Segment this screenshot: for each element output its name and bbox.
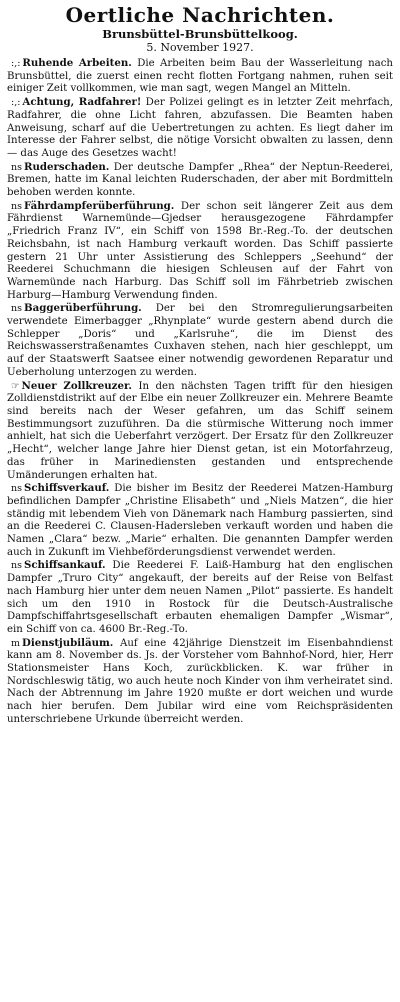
article-marker: ns [11,161,22,173]
article-dienstjubilaeum [7,637,393,727]
article-headline: Schiffsankauf. [24,559,106,572]
article-body: Der schon seit längerer Zeit aus dem Fährdienst Warnemünde—Gjedser herausgezogene Fährdampfer „Friedrich Franz IV“, ein Schiff von 1598 Br.-Reg.-To. der deutschen Reichsbahn, ist nach Hamburg verkauft worden. Das Schiff passierte gestern 21 Uhr unter Assistierung des Schleppers „Seehund“ der Reederei Schuchmann die hiesigen Schleusen auf der Fahrt von Warnemünde nach Harburg. Das Schiff soll im Fährbetrieb zwischen Harburg—Hamburg Verwendung finden. [7,200,393,301]
article-body: Der bei den Stromregulierungsarbeiten verwendete Eimerbagger „Rhynplate“ wurde gestern abend durch die Schlepper „Doris“ und „Karlsruhe“, die im Dienst des Reichswasserstraßenamtes Cuxhaven stehen, nach hier geschleppt, um auf der Staatswerft Saatsee einer notwendig gewordenen Reparatur und Ueberholung unterzogen zu werden. [7,303,393,378]
article-body: In den nächsten Tagen trifft für den hiesigen Zolldienstdistrikt auf der Elbe ein neuer Zollkreuzer ein. Mehrere Beamte sind bereits nach der Weser gefahren, um das Schiff seinem Bestimmungsort zuzuführen. Da die stürmische Witterung noch immer anhielt, hat sich die Ueberfahrt verzögert. Der Ersatz für den Zollkreuzer „Hecht“, welcher lange Jahre hier Dienst getan, ist ein Motorfahrzeug, das früher in Marinediensten gestanden und entsprechende Umänderungen erhalten hat. [7,380,393,481]
article-body: Die Reederei F. Laiß-Hamburg hat den englischen Dampfer „Truro City“ angekauft, der bereits auf der Reise von Belfast nach Hamburg hier unter dem neuen Namen „Pilot“ passierte. Es handelt sich um den 1910 in Rostock für die Deutsch-Australische Dampfschiffahrtsgesellschaft erbauten ehemaligen Dampfer „Wismar“, ein Schiff von ca. 4600 Br.-Reg.-To. [7,560,393,635]
article-achtung-radfahrer [7,96,393,161]
article-body: Der Polizei gelingt es in letzter Zeit mehrfach, Radfahrer, die ohne Licht fahren, abzufassen. Die Beamten haben Anweisung, scharf auf die Uebertretungen zu achten. Es liegt daher im Interesse der Fahrer selbst, die nötige Vorsicht obwalten zu lassen, denn — das Auge des Gesetzes wacht! [7,97,393,159]
article-ruhende-arbeiten [7,57,393,96]
article-body: Die bisher im Besitz der Reederei Matzen-Hamburg befindlichen Dampfer „Christine Elisabeth“ und „Niels Matzen“, die hier ständig mit lebendem Vieh von Dänemark nach Hamburg passierten, sind an die Reederei C. Clausen-Hadersleben verkauft worden und haben die Namen „Clara“ bezw. „Marie“ erhalten. Die genannten Dampfer werden auch in Zukunft im Viehbeförderungsdienst verwendet werden. [7,483,393,558]
article-headline: Dienstjubiläum. [22,636,114,649]
article-headline: Ruhende Arbeiten. [22,57,132,69]
article-headline: Achtung, Radfahrer! [22,96,142,109]
article-body: Der deutsche Dampfer „Rhea“ der Neptun-Reederei, Bremen, hatte im Kanal leichten Ruderschaden, der aber mit Bordmitteln behoben werden konnte. [7,161,393,199]
article-zollkreuzer [7,380,393,483]
article-marker: ns [11,200,22,212]
article-schiffsverkauf [7,482,393,559]
article-marker: ns [11,483,22,495]
article-marker: m [11,637,21,649]
article-headline: Neuer Zollkreuzer. [21,379,132,392]
section-subtitle: Brunsbüttel-Brunsbüttelkoog. [102,27,298,41]
article-marker: :,: [11,58,21,69]
article-faehrdampfer [7,200,393,303]
article-schiffsankauf [7,559,393,636]
article-headline: Ruderschaden. [24,160,110,173]
article-body: Auf eine 42jährige Dienstzeit im Eisenbahndienst kann am 8. November ds. Js. der Vorsteher vom Bahnhof-Nord, hier, Herr Stationsmeister Hans Koch, zurückblicken. K. war früher in Nordschleswig tätig, wo auch heute noch Kinder von ihm verheiratet sind. Nach der Abtrennung im Jahre 1920 mußte er dort weichen und wurde nach hier berufen. Dem Jubilar wird eine vom Reichspräsidenten unterschriebene Urkunde überreicht werden. [7,637,393,725]
article-bagger [7,302,393,379]
article-body: Die Arbeiten beim Bau der Wasserleitung nach Brunsbüttel, die zuerst einen recht flotten Fortgang nahmen, ruhen seit einiger Zeit vollkommen, wie man sagt, wegen Mangel an Mitteln. [7,58,393,95]
article-headline: Baggerüberführung. [24,302,142,315]
article-ruderschaden [7,161,393,200]
article-marker: :,: [11,97,21,109]
article-marker: ns [11,560,22,572]
article-headline: Fährdampferüberführung. [24,199,175,212]
dateline: 5. November 1927. [146,41,254,54]
article-headline: Schiffsverkauf. [24,482,110,495]
newspaper-column [7,0,393,727]
pointing-hand-icon: ☞ [11,380,20,392]
section-title: Oertliche Nachrichten. [65,3,335,27]
article-marker: ns [11,303,22,315]
